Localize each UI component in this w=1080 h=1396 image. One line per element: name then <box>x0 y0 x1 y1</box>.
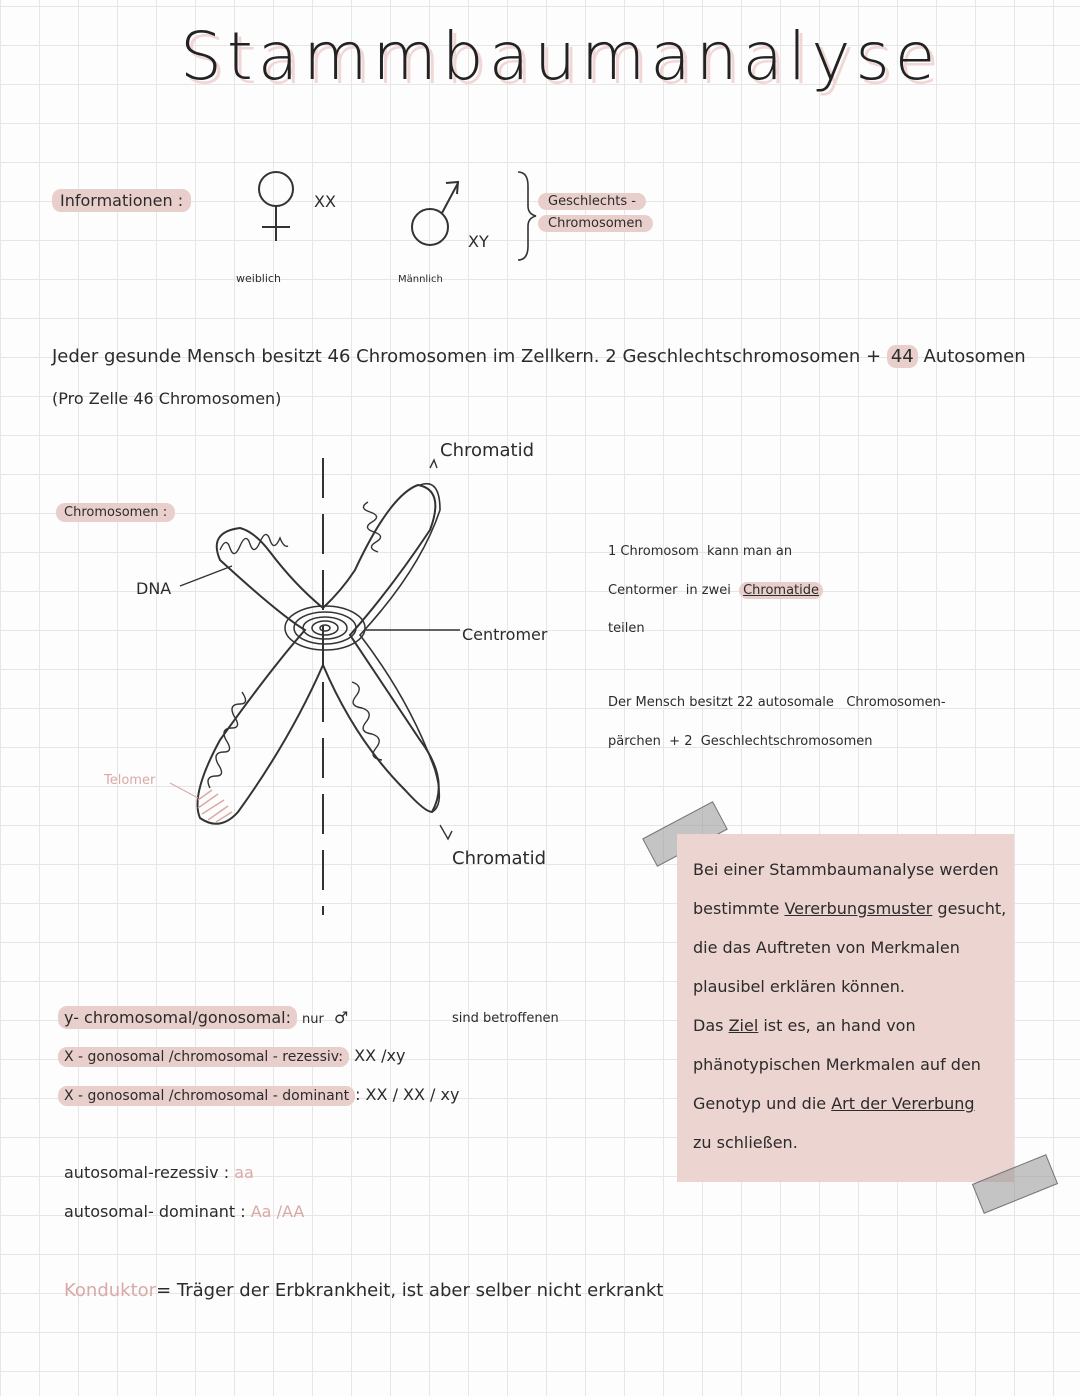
x-dominant-line: X - gonosomal /chromosomal - dominant : XX / XX / xy <box>58 1085 459 1104</box>
box-line-5: Das Ziel ist es, an hand von <box>693 1016 916 1035</box>
telomer-label: Telomer <box>104 773 156 788</box>
y-chromosomal-line: y- chromosomal/gonosomal: nur ♂ <box>58 1008 348 1027</box>
chromatid-top-label: Chromatid <box>440 440 535 461</box>
curly-bracket-icon <box>512 168 542 264</box>
chromatid-top-arrow-icon <box>430 460 437 468</box>
bracket-label-2: Chromosomen <box>538 215 653 232</box>
box-line-7: Genotyp und die Art der Vererbung <box>693 1094 975 1113</box>
box-line-6: phänotypischen Merkmalen auf den <box>693 1055 981 1074</box>
female-chromosomes: XX <box>314 192 336 211</box>
chromatid-bottom-arrow-icon <box>440 825 452 839</box>
dna-coil-1 <box>220 534 288 553</box>
bracket-label-1: Geschlechts - <box>538 193 646 210</box>
autosomal-dominant-line: autosomal- dominant : Aa /AA <box>64 1202 305 1221</box>
male-chromosomes: XY <box>468 232 489 251</box>
info-box <box>677 834 1014 1182</box>
side-note-2: Centormer in zwei Chromatide <box>608 583 823 598</box>
telomer-shading <box>198 790 232 822</box>
sex-symbols <box>240 165 490 255</box>
centromer-label: Centromer <box>462 625 548 644</box>
side-note-4: Der Mensch besitzt 22 autosomale Chromosomen- <box>608 695 946 710</box>
dna-coil-4 <box>352 682 382 760</box>
box-line-1: Bei einer Stammbaumanalyse werden <box>693 860 999 879</box>
side-note-3: teilen <box>608 621 645 636</box>
page-title: Stammbaumanalyse <box>180 18 941 95</box>
female-symbol-icon <box>259 172 293 241</box>
male-label: Männlich <box>398 274 443 285</box>
left-chromatid-outline <box>198 485 439 824</box>
female-label: weiblich <box>236 272 281 285</box>
chromatid-bottom-label: Chromatid <box>452 848 547 869</box>
box-line-8: zu schließen. <box>693 1133 798 1152</box>
side-note-5: pärchen + 2 Geschlechtschromosomen <box>608 734 873 749</box>
y-chromosomal-tail: sind betroffenen <box>452 1011 559 1026</box>
dna-label: DNA <box>136 579 172 598</box>
fact-line-2: (Pro Zelle 46 Chromosomen) <box>52 389 282 408</box>
autosomal-recessive-line: autosomal-rezessiv : aa <box>64 1163 254 1182</box>
male-symbol-icon <box>412 182 458 245</box>
telomer-pointer <box>170 783 198 798</box>
dna-pointer <box>180 566 232 586</box>
x-recessive-line: X - gonosomal /chromosomal - rezessiv: XX /xy <box>58 1046 405 1065</box>
chromosomen-label: Chromosomen : <box>56 503 175 522</box>
fact-line-1: Jeder gesunde Mensch besitzt 46 Chromosomen im Zellkern. 2 Geschlechtschromosomen + 44 Autosomen <box>52 346 1026 367</box>
box-line-4: plausibel erklären können. <box>693 977 905 996</box>
informationen-label: Informationen : <box>52 189 191 212</box>
konduktor-definition: Konduktor= Träger der Erbkrankheit, ist aber selber nicht erkrankt <box>64 1280 664 1301</box>
side-note-1: 1 Chromosom kann man an <box>608 544 793 559</box>
box-line-3: die das Auftreten von Merkmalen <box>693 938 960 957</box>
male-symbol-small-icon: ♂ <box>334 1008 349 1027</box>
box-line-2: bestimmte Vererbungsmuster gesucht, <box>693 899 1007 918</box>
dna-coil-3 <box>208 692 246 788</box>
centromere-rings <box>285 606 365 650</box>
